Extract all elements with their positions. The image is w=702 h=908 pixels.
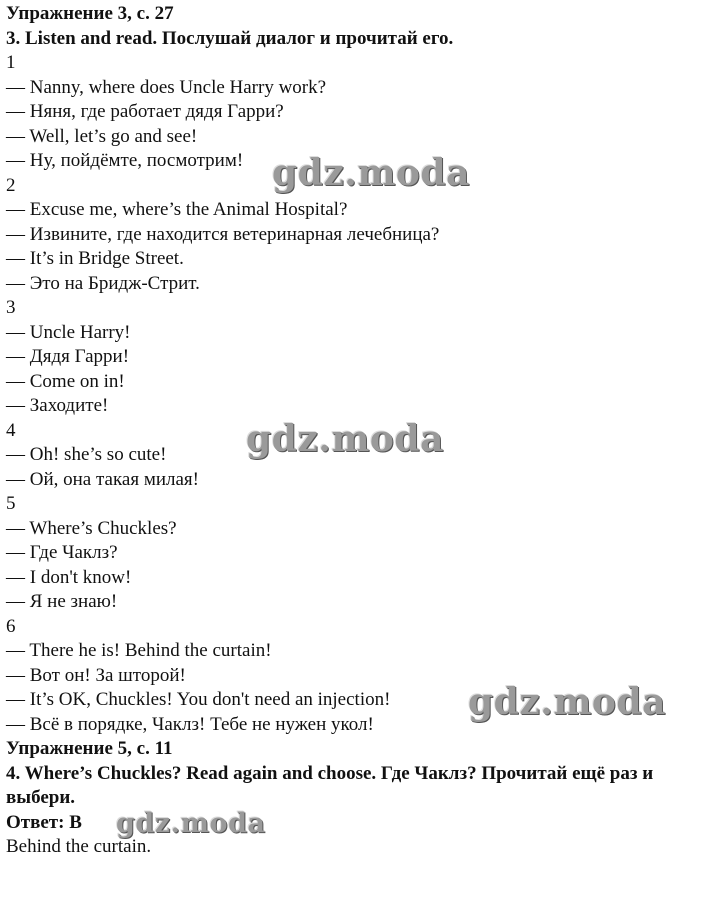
watermark: gdz.moda bbox=[116, 808, 266, 839]
dialog-line: — Где Чаклз? bbox=[6, 542, 118, 563]
dialog-number: 1 bbox=[6, 52, 16, 73]
dialog-line: — Excuse me, where’s the Animal Hospital? bbox=[6, 199, 348, 220]
task-title: 3. Listen and read. Послушай диалог и прочитай его. bbox=[6, 27, 454, 49]
watermark: gdz.moda bbox=[468, 681, 666, 723]
dialog-line: — Няня, где работает дядя Гарри? bbox=[6, 101, 284, 122]
dialog-line: — Заходите! bbox=[6, 395, 109, 416]
dialog-line: — I don't know! bbox=[6, 566, 132, 588]
dialog-line: — It’s OK, Chuckles! You don't need an injection! bbox=[6, 689, 391, 710]
document-page bbox=[6, 2, 696, 860]
dialog-line: — Oh! she’s so cute! bbox=[6, 444, 167, 465]
dialog-number: 2 bbox=[6, 174, 16, 196]
answer-text: Behind the curtain. bbox=[6, 836, 152, 857]
answer-label: Ответ: B bbox=[6, 811, 82, 833]
exercise-heading: Упражнение 3, с. 27 bbox=[6, 3, 174, 24]
exercise-heading: Упражнение 5, с. 11 bbox=[6, 738, 173, 759]
dialog-line: — Ну, пойдёмте, посмотрим! bbox=[6, 150, 244, 171]
watermark: gdz.moda bbox=[272, 152, 470, 194]
dialog-number: 6 bbox=[6, 615, 16, 637]
dialog-line: — Я не знаю! bbox=[6, 591, 118, 612]
dialog-number: 3 bbox=[6, 297, 16, 318]
dialog-line: — Всё в порядке, Чаклз! Тебе не нужен укол! bbox=[6, 713, 374, 735]
dialog-line: — Uncle Harry! bbox=[6, 321, 131, 343]
task-title: 4. Where’s Chuckles? Read again and choose. Где Чаклз? Прочитай ещё раз и выбери. bbox=[6, 762, 654, 808]
dialog-line: — There he is! Behind the curtain! bbox=[6, 640, 272, 661]
dialog-line: — Ой, она такая милая! bbox=[6, 468, 199, 490]
dialog-line: — Дядя Гарри! bbox=[6, 346, 130, 367]
dialog-number: 5 bbox=[6, 493, 16, 514]
dialog-line: — Where’s Chuckles? bbox=[6, 517, 177, 539]
dialog-line: — Nanny, where does Uncle Harry work? bbox=[6, 76, 327, 98]
dialog-line: — Вот он! За шторой! bbox=[6, 664, 186, 686]
dialog-line: — Извините, где находится ветеринарная лечебница? bbox=[6, 223, 440, 245]
dialog-number: 4 bbox=[6, 419, 16, 441]
dialog-line: — Well, let’s go and see! bbox=[6, 125, 198, 147]
dialog-line: — Это на Бридж-Стрит. bbox=[6, 272, 200, 294]
watermark: gdz.moda bbox=[246, 418, 444, 460]
dialog-line: — It’s in Bridge Street. bbox=[6, 248, 184, 269]
dialog-line: — Come on in! bbox=[6, 370, 125, 392]
